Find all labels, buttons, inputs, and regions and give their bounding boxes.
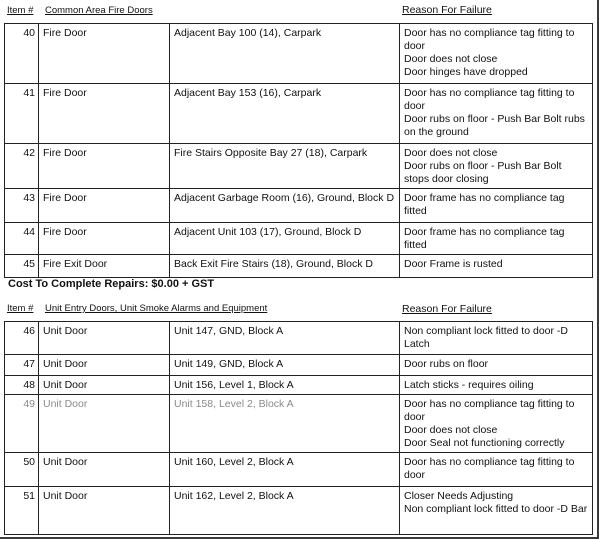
reason-line: Non compliant lock fitted to door -D Bar [404, 503, 588, 515]
door-type-cell: Fire Door [39, 223, 170, 255]
door-type-cell: Unit Door [39, 487, 170, 535]
unit-doors-rows [5, 322, 593, 535]
section1-reason-header: Reason For Failure [402, 4, 492, 16]
table-row [5, 453, 593, 487]
table-row [5, 355, 593, 376]
door-type-cell: Unit Door [39, 322, 170, 355]
reason-cell [400, 322, 593, 355]
reason-line: Door does not close [404, 147, 498, 159]
door-type-cell: Unit Door [39, 395, 170, 453]
reason-cell [400, 24, 593, 84]
section2-reason-header: Reason For Failure [402, 303, 492, 315]
reason-line: Door rubs on floor [404, 358, 489, 370]
item-number-cell: 45 [5, 255, 39, 278]
item-number-cell: 51 [5, 487, 39, 535]
reason-line: Non compliant lock fitted to door -D Latch [404, 325, 568, 350]
table-row [5, 395, 593, 453]
location-cell: Back Exit Fire Stairs (18), Ground, Block D [170, 255, 400, 278]
item-number-cell: 41 [5, 84, 39, 144]
reason-cell [400, 255, 593, 278]
item-number-cell: 48 [5, 376, 39, 395]
location-cell: Unit 156, Level 1, Block A [170, 376, 400, 395]
fire-doors-table [4, 23, 593, 278]
item-number-cell: 44 [5, 223, 39, 255]
reason-cell [400, 189, 593, 223]
reason-line: Door has no compliance tag fitting to door [404, 456, 575, 481]
door-type-cell: Fire Door [39, 84, 170, 144]
table-row [5, 376, 593, 395]
item-number-cell: 43 [5, 189, 39, 223]
reason-cell [400, 84, 593, 144]
door-type-cell: Fire Door [39, 24, 170, 84]
door-type-cell: Fire Exit Door [39, 255, 170, 278]
table-row [5, 84, 593, 144]
door-type-cell: Fire Door [39, 189, 170, 223]
reason-cell [400, 223, 593, 255]
reason-line: Door rubs on floor - Push Bar Bolt stops door closing [404, 160, 562, 185]
reason-cell [400, 487, 593, 535]
location-cell: Unit 147, GND, Block A [170, 322, 400, 355]
table-row [5, 322, 593, 355]
fire-doors-rows [5, 24, 593, 278]
section2-item-header: Item # [7, 303, 34, 314]
reason-line: Door does not close [404, 424, 498, 436]
reason-cell [400, 453, 593, 487]
location-cell: Adjacent Unit 103 (17), Ground, Block D [170, 223, 400, 255]
section1-title: Common Area Fire Doors [45, 5, 153, 16]
reason-cell [400, 355, 593, 376]
unit-doors-table [4, 321, 593, 535]
location-cell: Adjacent Garbage Room (16), Ground, Block D [170, 189, 400, 223]
item-number-cell: 46 [5, 322, 39, 355]
reason-line: Door has no compliance tag fitting to door [404, 87, 575, 112]
table-row [5, 487, 593, 535]
reason-line: Door frame has no compliance tag fitted [404, 226, 565, 251]
location-cell: Unit 158, Level 2, Block A [170, 395, 400, 453]
item-number-cell: 40 [5, 24, 39, 84]
reason-cell [400, 395, 593, 453]
reason-cell [400, 376, 593, 395]
reason-line: Latch sticks - requires oiling [404, 379, 534, 391]
item-number-cell: 42 [5, 144, 39, 189]
reason-line: Door does not close [404, 53, 498, 65]
table-row [5, 144, 593, 189]
item-number-cell: 49 [5, 395, 39, 453]
reason-line: Door has no compliance tag fitting to door [404, 27, 575, 52]
reason-line: Door rubs on floor - Push Bar Bolt rubs on the ground [404, 113, 585, 138]
location-cell: Fire Stairs Opposite Bay 27 (18), Carpark [170, 144, 400, 189]
door-type-cell: Unit Door [39, 355, 170, 376]
location-cell: Unit 149, GND, Block A [170, 355, 400, 376]
reason-line: Door frame has no compliance tag fitted [404, 192, 565, 217]
reason-line: Door has no compliance tag fitting to door [404, 398, 575, 423]
table-row [5, 24, 593, 84]
item-number-cell: 50 [5, 453, 39, 487]
door-type-cell: Unit Door [39, 453, 170, 487]
location-cell: Unit 162, Level 2, Block A [170, 487, 400, 535]
cost-to-complete: Cost To Complete Repairs: $0.00 + GST [8, 278, 215, 290]
section2-title: Unit Entry Doors, Unit Smoke Alarms and Equipment [45, 303, 268, 314]
location-cell: Adjacent Bay 100 (14), Carpark [170, 24, 400, 84]
reason-line: Door hinges have dropped [404, 66, 528, 78]
location-cell: Unit 160, Level 2, Block A [170, 453, 400, 487]
item-number-cell: 47 [5, 355, 39, 376]
table-row [5, 189, 593, 223]
section1-item-header: Item # [7, 5, 34, 16]
reason-line: Door Seal not functioning correctly [404, 437, 565, 449]
door-type-cell: Fire Door [39, 144, 170, 189]
location-cell: Adjacent Bay 153 (16), Carpark [170, 84, 400, 144]
door-type-cell: Unit Door [39, 376, 170, 395]
reason-cell [400, 144, 593, 189]
reason-line: Closer Needs Adjusting [404, 490, 514, 502]
table-row [5, 223, 593, 255]
table-row [5, 255, 593, 278]
reason-line: Door Frame is rusted [404, 258, 503, 270]
